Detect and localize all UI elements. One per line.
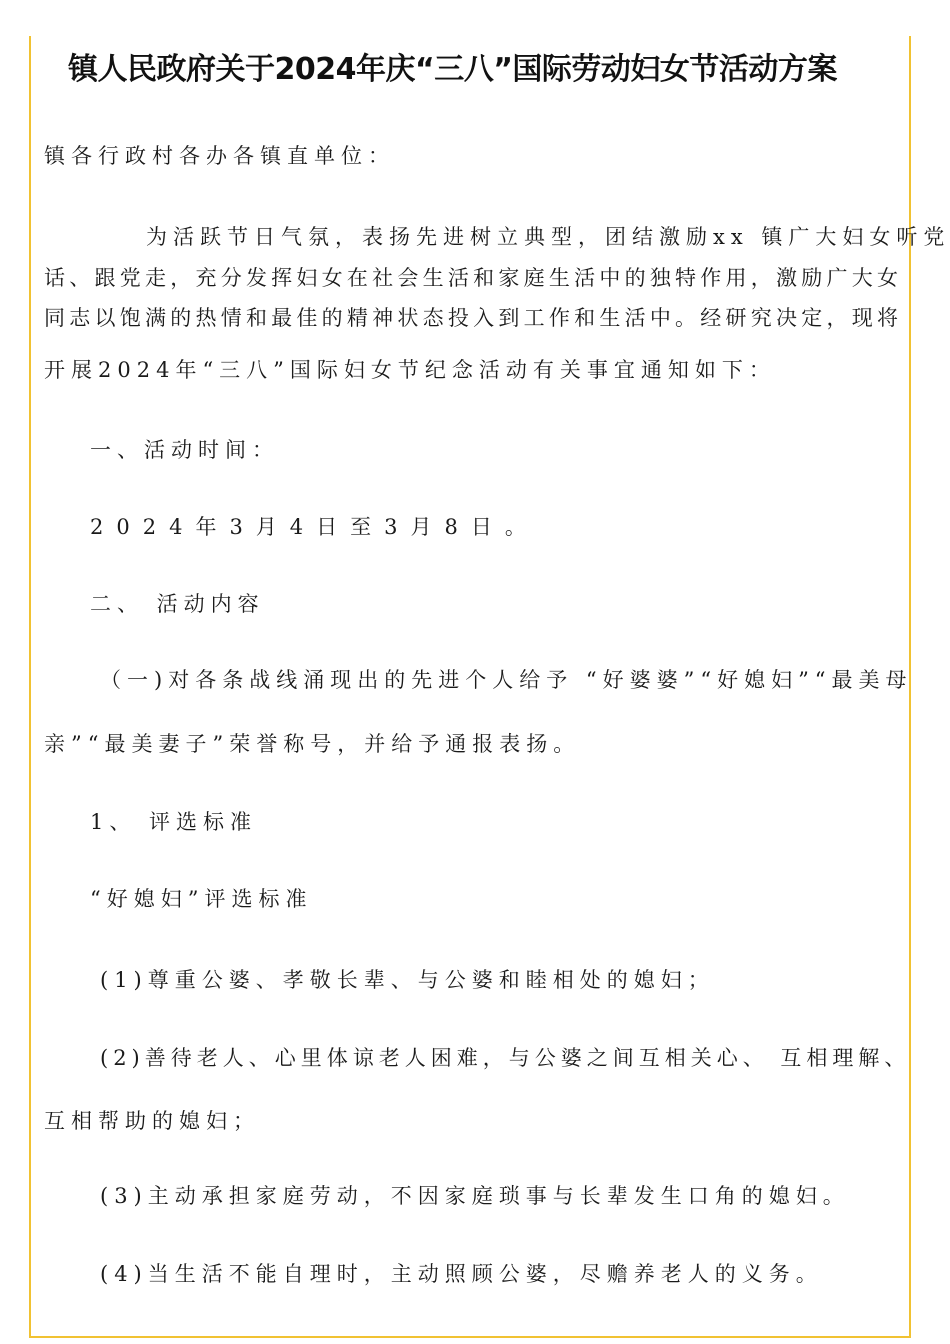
intro-line-2: 话、跟党走，充分发挥妇女在社会生活和家庭生活中的独特作用，激励广大女 <box>44 266 902 290</box>
item1-line-2: 亲”“最美妻子”荣誉称号，并给予通报表扬。 <box>44 732 581 756</box>
document-title: 镇人民政府关于2024年庆“三八”国际劳动妇女节活动方案 <box>68 52 837 87</box>
criteria-item-4: (4)当生活不能自理时，主动照顾公婆，尽赡养老人的义务。 <box>100 1262 823 1286</box>
intro-line-4: 开展2024年“三八”国际妇女节纪念活动有关事宜通知如下： <box>44 358 776 382</box>
criteria-item-1: (1)尊重公婆、孝敬长辈、与公婆和睦相处的媳妇； <box>100 968 715 992</box>
criteria-item-2: (2)善待老人、心里体谅老人困难，与公婆之间互相关心、 互相理解、 <box>100 1046 911 1070</box>
intro-line-1: 为活跃节日气氛，表扬先进树立典型，团结激励xx 镇广大妇女听党 <box>146 225 950 249</box>
sub1-heading: 1、 评选标准 <box>90 810 258 834</box>
item1-line-1: （一)对各条战线涌现出的先进个人给予 “好婆婆”“好媳妇”“最美母 <box>100 668 913 692</box>
section2-heading: 二、 活动内容 <box>90 592 265 616</box>
sub1-title: “好媳妇”评选标准 <box>90 887 313 911</box>
section1-text: 2024年3月4日至3月8日。 <box>90 515 539 539</box>
criteria-item-3: (3)主动承担家庭劳动，不因家庭琐事与长辈发生口角的媳妇。 <box>100 1184 850 1208</box>
criteria-item-2-cont: 互相帮助的媳妇； <box>44 1109 260 1133</box>
salutation: 镇各行政村各办各镇直单位： <box>44 144 395 168</box>
section1-heading: 一、活动时间： <box>90 438 279 462</box>
intro-line-3: 同志以饱满的热情和最佳的精神状态投入到工作和生活中。经研究决定，现将 <box>44 306 902 330</box>
